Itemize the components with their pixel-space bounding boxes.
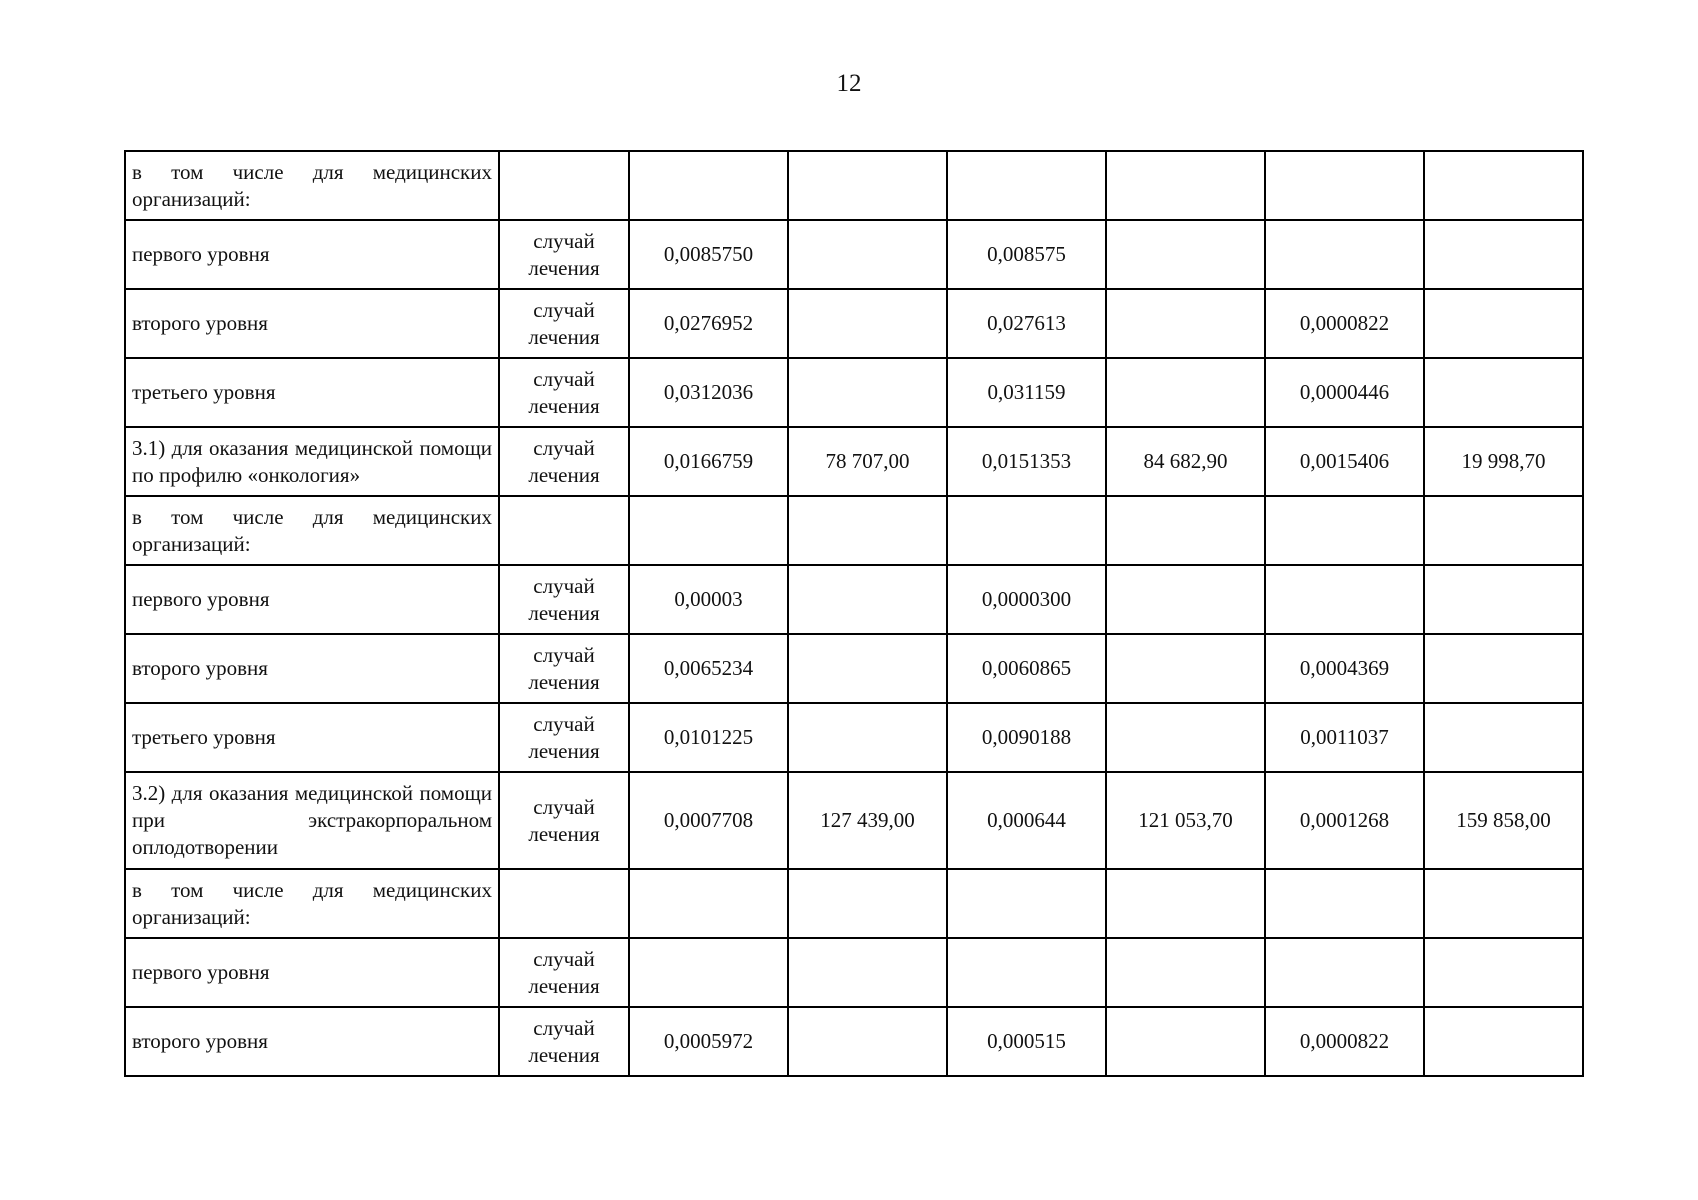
unit-cell: случай лечения: [499, 772, 629, 869]
value-cell-c3: [947, 151, 1106, 220]
value-cell-c4: [1106, 1007, 1265, 1076]
table-row: [125, 634, 1583, 703]
value-cell-c4: [1106, 289, 1265, 358]
page-number: 12: [836, 70, 862, 97]
value-cell-c6: [1424, 220, 1583, 289]
row-label-cell: первого уровня: [125, 565, 499, 634]
unit-cell: [499, 496, 629, 565]
value-cell-c3: 0,0151353: [947, 427, 1106, 496]
value-cell-c3: [947, 869, 1106, 938]
value-cell-c2: [788, 220, 947, 289]
row-label-cell: первого уровня: [125, 220, 499, 289]
value-cell-c4: 121 053,70: [1106, 772, 1265, 869]
row-label-cell: в том числе для медицинских организаций:: [125, 151, 499, 220]
value-cell-c6: [1424, 703, 1583, 772]
value-cell-c1: 0,0065234: [629, 634, 788, 703]
value-cell-c4: [1106, 703, 1265, 772]
table-row: [125, 151, 1583, 220]
value-cell-c5: [1265, 496, 1424, 565]
value-cell-c1: [629, 938, 788, 1007]
value-cell-c5: 0,0000446: [1265, 358, 1424, 427]
table-row: [125, 496, 1583, 565]
value-cell-c1: 0,00003: [629, 565, 788, 634]
value-cell-c5: 0,0011037: [1265, 703, 1424, 772]
value-cell-c1: 0,0005972: [629, 1007, 788, 1076]
value-cell-c5: 0,0015406: [1265, 427, 1424, 496]
unit-cell: [499, 151, 629, 220]
value-cell-c5: [1265, 938, 1424, 1007]
value-cell-c2: [788, 703, 947, 772]
value-cell-c4: 84 682,90: [1106, 427, 1265, 496]
value-cell-c6: 159 858,00: [1424, 772, 1583, 869]
value-cell-c1: 0,0312036: [629, 358, 788, 427]
value-cell-c3: [947, 938, 1106, 1007]
value-cell-c3: 0,027613: [947, 289, 1106, 358]
table-row: [125, 1007, 1583, 1076]
table-row: [125, 772, 1583, 869]
value-cell-c4: [1106, 220, 1265, 289]
value-cell-c1: 0,0007708: [629, 772, 788, 869]
value-cell-c2: [788, 938, 947, 1007]
unit-cell: [499, 869, 629, 938]
table-row: [125, 703, 1583, 772]
row-label-cell: второго уровня: [125, 289, 499, 358]
table-row: [125, 427, 1583, 496]
value-cell-c6: [1424, 634, 1583, 703]
value-cell-c1: 0,0276952: [629, 289, 788, 358]
unit-cell: случай лечения: [499, 220, 629, 289]
value-cell-c4: [1106, 634, 1265, 703]
value-cell-c1: [629, 869, 788, 938]
value-cell-c3: 0,000644: [947, 772, 1106, 869]
unit-cell: случай лечения: [499, 427, 629, 496]
value-cell-c4: [1106, 565, 1265, 634]
table-body: [125, 151, 1583, 1076]
value-cell-c2: [788, 1007, 947, 1076]
value-cell-c5: [1265, 220, 1424, 289]
value-cell-c6: [1424, 496, 1583, 565]
value-cell-c2: 127 439,00: [788, 772, 947, 869]
value-cell-c3: 0,031159: [947, 358, 1106, 427]
value-cell-c3: 0,0090188: [947, 703, 1106, 772]
unit-cell: случай лечения: [499, 358, 629, 427]
value-cell-c3: [947, 496, 1106, 565]
value-cell-c6: [1424, 358, 1583, 427]
unit-cell: случай лечения: [499, 1007, 629, 1076]
value-cell-c3: 0,0060865: [947, 634, 1106, 703]
table-row: [125, 220, 1583, 289]
value-cell-c2: [788, 358, 947, 427]
value-cell-c5: 0,0001268: [1265, 772, 1424, 869]
value-cell-c3: 0,0000300: [947, 565, 1106, 634]
row-label-cell: третьего уровня: [125, 358, 499, 427]
value-cell-c4: [1106, 938, 1265, 1007]
unit-cell: случай лечения: [499, 703, 629, 772]
table-row: [125, 565, 1583, 634]
row-label-cell: первого уровня: [125, 938, 499, 1007]
value-cell-c2: [788, 634, 947, 703]
table-row: [125, 289, 1583, 358]
value-cell-c5: [1265, 565, 1424, 634]
value-cell-c6: [1424, 289, 1583, 358]
row-label-cell: третьего уровня: [125, 703, 499, 772]
value-cell-c6: [1424, 1007, 1583, 1076]
row-label-cell: в том числе для медицинских организаций:: [125, 496, 499, 565]
value-cell-c6: [1424, 869, 1583, 938]
unit-cell: случай лечения: [499, 289, 629, 358]
value-cell-c1: 0,0101225: [629, 703, 788, 772]
row-label-cell: 3.1) для оказания медицинской помощи по профилю «онкология»: [125, 427, 499, 496]
row-label-cell: второго уровня: [125, 1007, 499, 1076]
value-cell-c4: [1106, 358, 1265, 427]
value-cell-c2: [788, 151, 947, 220]
value-cell-c1: 0,0085750: [629, 220, 788, 289]
table-row: [125, 869, 1583, 938]
value-cell-c2: [788, 289, 947, 358]
value-cell-c5: [1265, 869, 1424, 938]
value-cell-c1: [629, 496, 788, 565]
value-cell-c2: [788, 496, 947, 565]
unit-cell: случай лечения: [499, 634, 629, 703]
value-cell-c5: 0,0004369: [1265, 634, 1424, 703]
value-cell-c2: [788, 869, 947, 938]
value-cell-c5: [1265, 151, 1424, 220]
row-label-cell: второго уровня: [125, 634, 499, 703]
value-cell-c4: [1106, 151, 1265, 220]
value-cell-c6: [1424, 565, 1583, 634]
value-cell-c4: [1106, 869, 1265, 938]
value-cell-c5: 0,0000822: [1265, 1007, 1424, 1076]
row-label-cell: в том числе для медицинских организаций:: [125, 869, 499, 938]
value-cell-c1: [629, 151, 788, 220]
value-cell-c6: [1424, 938, 1583, 1007]
table-row: [125, 938, 1583, 1007]
value-cell-c6: [1424, 151, 1583, 220]
unit-cell: случай лечения: [499, 565, 629, 634]
value-cell-c3: 0,000515: [947, 1007, 1106, 1076]
unit-cell: случай лечения: [499, 938, 629, 1007]
data-table: [124, 150, 1584, 1077]
value-cell-c2: 78 707,00: [788, 427, 947, 496]
value-cell-c2: [788, 565, 947, 634]
value-cell-c4: [1106, 496, 1265, 565]
row-label-cell: 3.2) для оказания медицинской помощи при экстракорпоральном оплодотворении: [125, 772, 499, 869]
value-cell-c6: 19 998,70: [1424, 427, 1583, 496]
value-cell-c3: 0,008575: [947, 220, 1106, 289]
value-cell-c5: 0,0000822: [1265, 289, 1424, 358]
table-row: [125, 358, 1583, 427]
value-cell-c1: 0,0166759: [629, 427, 788, 496]
